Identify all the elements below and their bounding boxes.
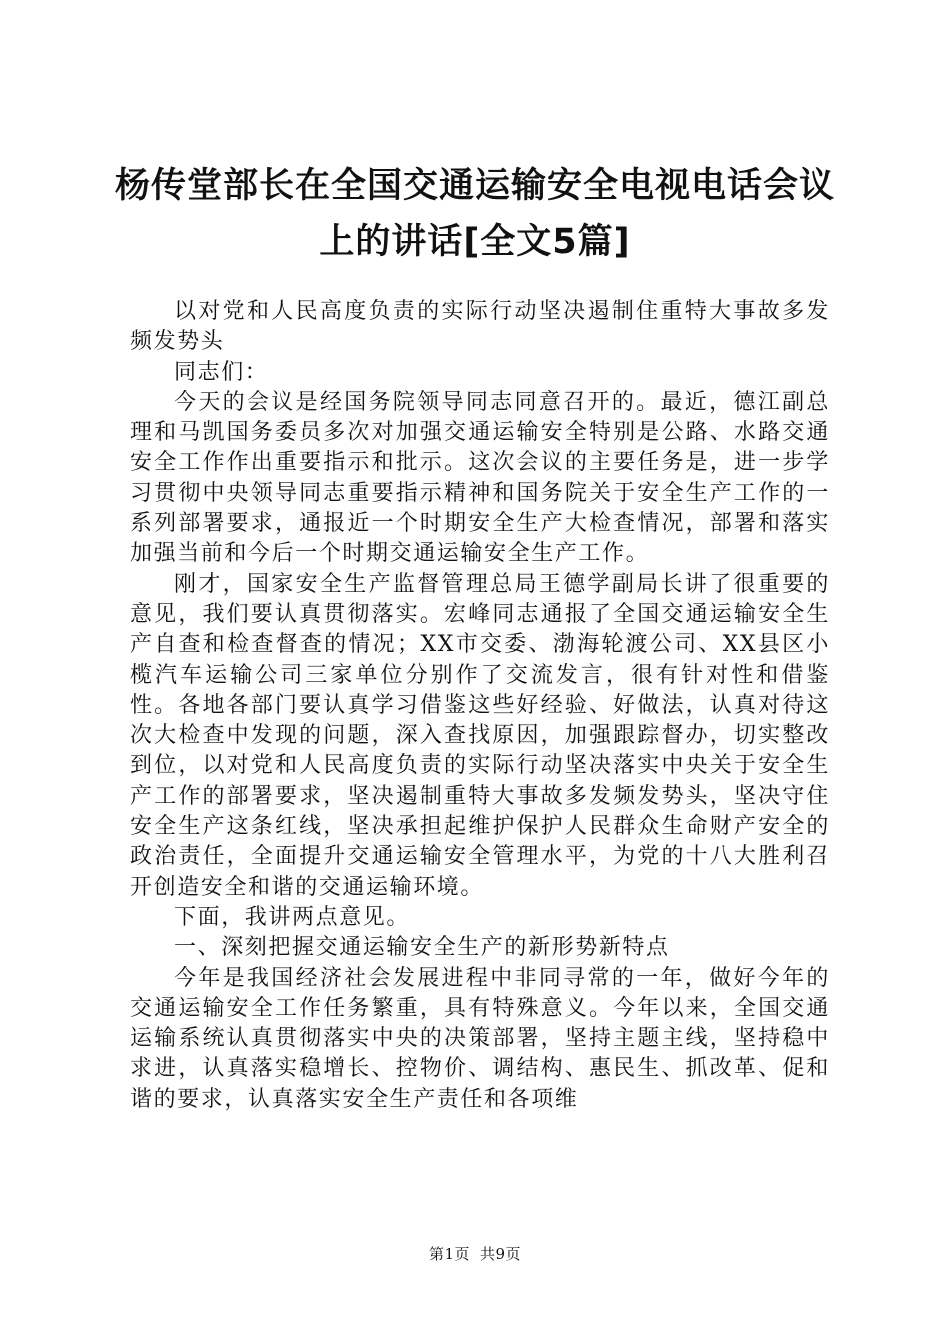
body-paragraph: 下面，我讲两点意见。 — [174, 904, 411, 930]
title-line-1: 杨传堂部长在全国交通运输安全电视电话会议 — [114, 166, 835, 206]
document-body — [130, 297, 830, 1115]
body-paragraph: 今天的会议是经国务院领导同志同意召开的。最近，德江副总理和马凯国务委员多次对加强交通运输安全特别是公路、水路交通安全工作作出重要指示和批示。这次会议的主要任务是，进一步学习贯彻中央领导同志重要指示精神和国务院关于安全生产工作的一系列部署要求，通报近一个时期安全生产大检查情况，部署和落实加强当前和今后一个时期交通运输安全生产工作。 — [130, 389, 830, 567]
subtitle-paragraph: 以对党和人民高度负责的实际行动坚决遏制住重特大事故多发频发势头 — [130, 299, 830, 355]
page-footer — [0, 1243, 950, 1264]
page-total: 共9页 — [480, 1245, 522, 1263]
body-paragraph: 刚才，国家安全生产监督管理总局王德学副局长讲了很重要的意见，我们要认真贯彻落实。宏峰同志通报了全国交通运输安全生产自查和检查督查的情况；XX市交委、渤海轮渡公司、XX县区小榄汽车运输公司三家单位分别作了交流发言，很有针对性和借鉴性。各地各部门要认真学习借鉴这些好经验、好做法，认真对待这次大检查中发现的问题，深入查找原因，加强跟踪督办，切实整改到位，以对党和人民高度负责的实际行动坚决落实中央关于安全生产工作的部署要求，坚决遏制重特大事故多发频发势头，坚决守住安全生产这条红线，坚决承担起维护保护人民群众生命财产安全的政治责任，全面提升交通运输安全管理水平，为党的十八大胜利召开创造安全和谐的交通运输环境。 — [130, 571, 830, 900]
document-title — [100, 158, 850, 270]
title-line-2: 上的讲话[全文5篇] — [319, 222, 631, 262]
page-number: 第1页 — [428, 1245, 470, 1263]
salutation: 同志们： — [174, 359, 269, 385]
body-paragraph: 今年是我国经济社会发展进程中非同寻常的一年，做好今年的交通运输安全工作任务繁重，具有特殊意义。今年以来，全国交通运输系统认真贯彻落实中央的决策部署，坚持主题主线，坚持稳中求进，认真落实稳增长、控物价、调结构、惠民生、抓改革、促和谐的要求，认真落实安全生产责任和各项维 — [130, 965, 830, 1112]
section-heading: 一、深刻把握交通运输安全生产的新形势新特点 — [174, 935, 670, 961]
